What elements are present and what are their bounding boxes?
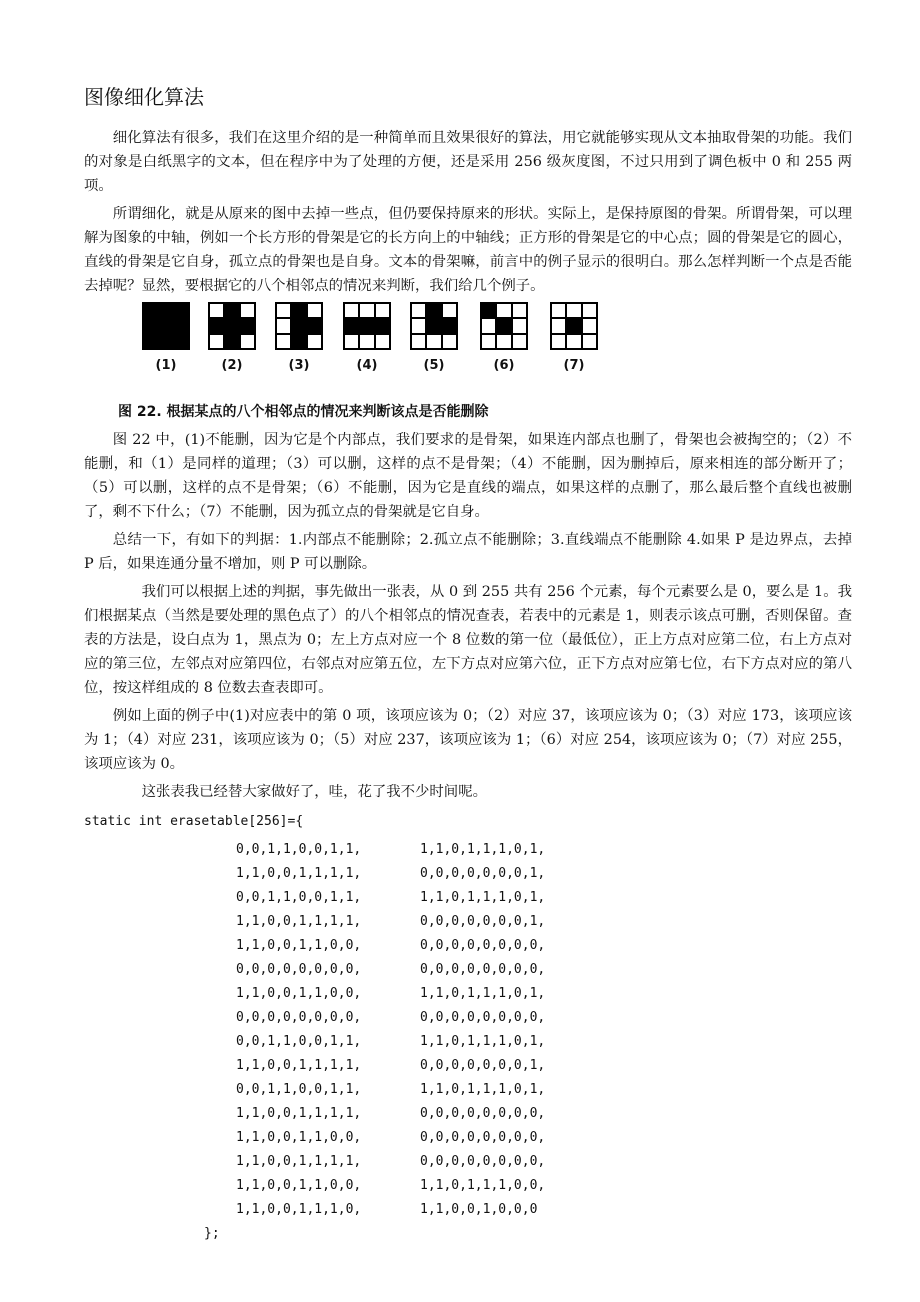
paragraph-examples: 例如上面的例子中(1)对应表中的第 0 项，该项应该为 0；（2）对应 37，该项应该为 0；（3）对应 173，该项应该为 1；（4）对应 231，该项应该为 0；（5）对应 237，该项应该为 1；（6）对应 254，该项应该为 0；（7）对应 255，该项应该为 0。 (84, 708, 852, 772)
code-row (84, 1006, 852, 1030)
grid-cell-white (307, 334, 322, 349)
code-cell-right: 0,0,0,0,0,0,0,0, (420, 1010, 546, 1025)
figure-caption: 图 22. 根据某点的八个相邻点的情况来判断该点是否能删除 (118, 404, 489, 420)
grid-cell-black (224, 334, 239, 349)
grid-label: (4) (356, 358, 378, 373)
grid-cell-white (551, 303, 566, 318)
grid-cell-white (240, 334, 255, 349)
neighborhood-grid (480, 302, 528, 350)
grid-cell-black (209, 318, 224, 333)
grid-cell-white (411, 303, 426, 318)
neighborhood-grid (550, 302, 598, 350)
grid-cell-white (359, 303, 374, 318)
grid-cell-black (359, 318, 374, 333)
grid-cell-white (582, 334, 597, 349)
code-cell-right: 1,1,0,1,1,1,0,1, (420, 890, 546, 905)
grid-cell-black (158, 334, 173, 349)
code-cell-left: 0,0,1,1,0,0,1,1, (236, 1034, 362, 1049)
code-row (84, 1126, 852, 1150)
code-cell-left: 0,0,1,1,0,0,1,1, (236, 890, 362, 905)
code-row (84, 934, 852, 958)
code-cell-left: 1,1,0,0,1,1,0,0, (236, 1130, 362, 1145)
grid-cell-black (344, 318, 359, 333)
grid-cell-black (143, 318, 158, 333)
grid-cell-black (566, 318, 581, 333)
grid-cell-white (566, 334, 581, 349)
grid-label: (3) (288, 358, 310, 373)
code-cell-right: 1,1,0,0,1,0,0,0 (420, 1202, 538, 1217)
grid-cell-white (276, 318, 291, 333)
grid-cell-white (512, 334, 527, 349)
paragraph-table-note: 这张表我已经替大家做好了，哇，花了我不少时间呢。 (141, 784, 487, 800)
neighborhood-grid (343, 302, 391, 350)
grid-cell-white (375, 334, 390, 349)
grid-cell-white (481, 318, 496, 333)
grid-cell-white (551, 334, 566, 349)
grid-cell-black (158, 318, 173, 333)
grid-cell-white (512, 303, 527, 318)
grid-cell-black (143, 334, 158, 349)
code-cell-right: 1,1,0,1,1,1,0,0, (420, 1178, 546, 1193)
code-cell-left: 0,0,1,1,0,0,1,1, (236, 1082, 362, 1097)
code-cell-right: 1,1,0,1,1,1,0,1, (420, 986, 546, 1001)
grid-cell-white (307, 303, 322, 318)
grid-cell-white (411, 334, 426, 349)
code-cell-right: 0,0,0,0,0,0,0,1, (420, 1058, 546, 1073)
code-row (84, 1054, 852, 1078)
grid-cell-white (375, 303, 390, 318)
grid-cell-black (240, 318, 255, 333)
code-cell-right: 1,1,0,1,1,1,0,1, (420, 1034, 546, 1049)
neighborhood-grid (208, 302, 256, 350)
code-row (84, 886, 852, 910)
grid-cell-white (209, 334, 224, 349)
code-cell-left: 1,1,0,0,1,1,1,1, (236, 1154, 362, 1169)
code-row (84, 1102, 852, 1126)
grid-cell-white (551, 318, 566, 333)
code-row (84, 862, 852, 886)
grid-cell-white (276, 303, 291, 318)
grid-cell-white (359, 334, 374, 349)
grid-cell-white (344, 334, 359, 349)
grid-label: (1) (155, 358, 177, 373)
paragraph-table-method: 我们可以根据上述的判据，事先做出一张表，从 0 到 255 共有 256 个元素，每个元素要么是 0，要么是 1。我们根据某点（当然是要处理的黑色点了）的八个相邻点的情况查表，若表中的元素是 1，则表示该点可删，否则保留。查表的方法是，设白点为 1，黑点为 0；左上方点对应一个 8 位数的第一位（最低位），正上方点对应第二位，右上方点对应的第三位，左邻点对应第四位，右邻点对应第五位，左下方点对应第六位，正下方点对应第七位，右下方点对应的第八位，按这样组成的 8 位数去查表即可。 (84, 584, 852, 696)
code-cell-right: 0,0,0,0,0,0,0,0, (420, 1106, 546, 1121)
code-cell-left: 1,1,0,0,1,1,0,0, (236, 938, 362, 953)
document-title: 图像细化算法 (84, 85, 204, 109)
grid-cell-white (209, 303, 224, 318)
grid-cell-black (291, 303, 306, 318)
grid-label: (2) (221, 358, 243, 373)
code-cell-right: 0,0,0,0,0,0,0,0, (420, 962, 546, 977)
grid-cell-white (411, 318, 426, 333)
code-cell-right: 0,0,0,0,0,0,0,0, (420, 1130, 546, 1145)
grid-cell-white (496, 334, 511, 349)
grid-cell-black (426, 303, 441, 318)
grid-cell-black (291, 334, 306, 349)
code-cell-left: 1,1,0,0,1,1,0,0, (236, 986, 362, 1001)
grid-cell-white (442, 334, 457, 349)
code-cell-right: 0,0,0,0,0,0,0,0, (420, 1154, 546, 1169)
code-rows (84, 838, 852, 1222)
grid-cell-black (496, 318, 511, 333)
neighborhood-grid (410, 302, 458, 350)
neighborhood-grid (142, 302, 190, 350)
code-cell-right: 0,0,0,0,0,0,0,1, (420, 914, 546, 929)
grid-cell-white (582, 318, 597, 333)
grid-cell-white (496, 303, 511, 318)
code-block (84, 812, 852, 1246)
grid-cell-black (442, 318, 457, 333)
code-row (84, 1030, 852, 1054)
paragraph-summary: 总结一下，有如下的判据：1.内部点不能删除；2.孤立点不能删除；3.直线端点不能删除 4.如果 P 是边界点，去掉 P 后，如果连通分量不增加，则 P 可以删除。 (84, 532, 852, 572)
code-cell-left: 1,1,0,0,1,1,1,1, (236, 866, 362, 881)
code-cell-right: 0,0,0,0,0,0,0,1, (420, 866, 546, 881)
neighbor-figure (84, 302, 852, 398)
grid-cell-white (426, 334, 441, 349)
code-header: static int erasetable[256]={ (84, 814, 304, 829)
document-page (84, 82, 852, 1246)
grid-label: (5) (423, 358, 445, 373)
code-cell-left: 1,1,0,0,1,1,1,0, (236, 1202, 362, 1217)
grid-cell-white (582, 303, 597, 318)
code-cell-left: 1,1,0,0,1,1,1,1, (236, 1058, 362, 1073)
code-cell-left: 0,0,1,1,0,0,1,1, (236, 842, 362, 857)
grid-cell-black (307, 318, 322, 333)
grid-cell-black (291, 318, 306, 333)
code-cell-right: 1,1,0,1,1,1,0,1, (420, 842, 546, 857)
code-cell-left: 0,0,0,0,0,0,0,0, (236, 1010, 362, 1025)
grid-cell-black (174, 334, 189, 349)
grid-cell-white (481, 334, 496, 349)
neighborhood-grid (275, 302, 323, 350)
grid-cell-white (276, 334, 291, 349)
code-cell-left: 1,1,0,0,1,1,0,0, (236, 1178, 362, 1193)
code-row (84, 1078, 852, 1102)
code-row (84, 1174, 852, 1198)
code-cell-left: 0,0,0,0,0,0,0,0, (236, 962, 362, 977)
grid-cell-white (240, 303, 255, 318)
grid-cell-black (426, 318, 441, 333)
code-row (84, 1198, 852, 1222)
code-cell-right: 1,1,0,1,1,1,0,1, (420, 1082, 546, 1097)
code-cell-left: 1,1,0,0,1,1,1,1, (236, 1106, 362, 1121)
code-cell-left: 1,1,0,0,1,1,1,1, (236, 914, 362, 929)
code-row (84, 982, 852, 1006)
grid-cell-black (375, 318, 390, 333)
grid-cell-black (224, 303, 239, 318)
grid-cell-black (481, 303, 496, 318)
grid-cell-white (344, 303, 359, 318)
grid-cell-white (512, 318, 527, 333)
code-row (84, 838, 852, 862)
grid-cell-black (224, 318, 239, 333)
grid-label: (7) (563, 358, 585, 373)
paragraph-definition: 所谓细化，就是从原来的图中去掉一些点，但仍要保持原来的形状。实际上，是保持原图的骨架。所谓骨架，可以理解为图象的中轴，例如一个长方形的骨架是它的长方向上的中轴线；正方形的骨架是它的中心点；圆的骨架是它的圆心，直线的骨架是它自身，孤立点的骨架也是自身。文本的骨架嘛，前言中的例子显示的很明白。那么怎样判断一个点是否能去掉呢？显然，要根据它的八个相邻点的情况来判断，我们给几个例子。 (84, 206, 852, 294)
paragraph-figure-explanation: 图 22 中，(1)不能删，因为它是个内部点，我们要求的是骨架，如果连内部点也删了，骨架也会被掏空的；（2）不能删，和（1）是同样的道理；（3）可以删，这样的点不是骨架；（4）不能删，因为删掉后，原来相连的部分断开了；（5）可以删，这样的点不是骨架；（6）不能删，因为它是直线的端点，如果这样的点删了，那么最后整个直线也被删了，剩不下什么；（7）不能删，因为孤立点的骨架就是它自身。 (84, 432, 852, 520)
grid-cell-black (174, 303, 189, 318)
paragraph-intro: 细化算法有很多，我们在这里介绍的是一种简单而且效果很好的算法，用它就能够实现从文本抽取骨架的功能。我们的对象是白纸黑字的文本，但在程序中为了处理的方便，还是采用 256 级灰度图，不过只用到了调色板中 0 和 255 两项。 (84, 130, 852, 194)
code-cell-right: 0,0,0,0,0,0,0,0, (420, 938, 546, 953)
code-row (84, 1150, 852, 1174)
grid-cell-white (442, 303, 457, 318)
code-footer: }; (204, 1226, 220, 1241)
code-row (84, 958, 852, 982)
grid-label: (6) (493, 358, 515, 373)
grid-cell-black (174, 318, 189, 333)
grid-cell-black (158, 303, 173, 318)
grid-cell-white (566, 303, 581, 318)
grid-cell-black (143, 303, 158, 318)
code-row (84, 910, 852, 934)
